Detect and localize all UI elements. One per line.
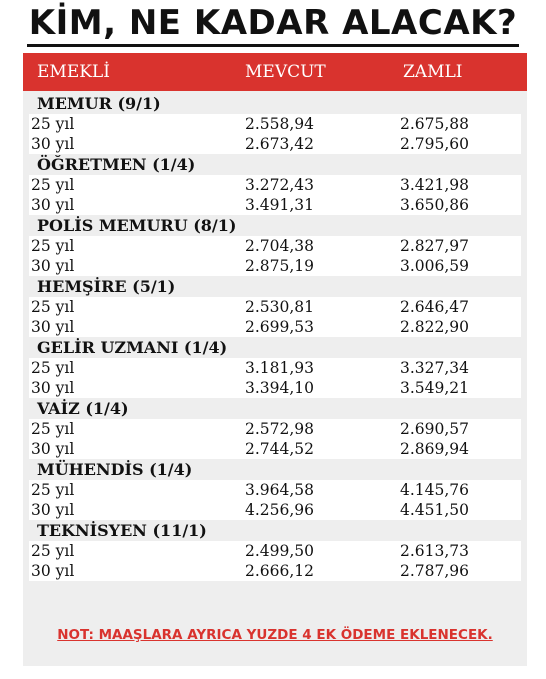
header-zamli: ZAMLI [403, 62, 463, 82]
zamli-cell: 2.795,60 [400, 135, 470, 153]
table-row [29, 541, 521, 561]
years-cell: 25 yıl [31, 176, 75, 194]
years-cell: 25 yıl [31, 115, 75, 133]
mevcut-cell: 2.666,12 [245, 562, 315, 580]
years-cell: 30 yıl [31, 257, 75, 275]
zamli-cell: 2.690,57 [400, 420, 470, 438]
years-cell: 30 yıl [31, 440, 75, 458]
group-label: VAİZ (1/4) [23, 398, 527, 419]
group-label: MEMUR (9/1) [23, 93, 527, 114]
header-mevcut: MEVCUT [245, 62, 326, 82]
group-label: TEKNİSYEN (11/1) [23, 520, 527, 541]
table-row [29, 236, 521, 256]
zamli-cell: 2.787,96 [400, 562, 470, 580]
years-cell: 25 yıl [31, 298, 75, 316]
salary-table [23, 53, 527, 666]
table-body [23, 93, 527, 581]
page-title: KİM, NE KADAR ALACAK? [27, 2, 519, 47]
years-cell: 25 yıl [31, 420, 75, 438]
table-header [23, 53, 527, 91]
table-row [29, 358, 521, 378]
mevcut-cell: 2.704,38 [245, 237, 315, 255]
footnote: NOT: MAAŞLARA AYRICA YUZDE 4 EK ÖDEME EKLENECEK. [57, 627, 493, 643]
table-row [29, 114, 521, 134]
years-cell: 30 yıl [31, 562, 75, 580]
zamli-cell: 3.549,21 [400, 379, 470, 397]
table-row [29, 175, 521, 195]
table-row [29, 297, 521, 317]
mevcut-cell: 2.572,98 [245, 420, 315, 438]
years-cell: 25 yıl [31, 542, 75, 560]
mevcut-cell: 3.181,93 [245, 359, 315, 377]
table-row [29, 256, 521, 276]
group-label: MÜHENDİS (1/4) [23, 459, 527, 480]
table-row [29, 439, 521, 459]
table-row [29, 317, 521, 337]
years-cell: 25 yıl [31, 481, 75, 499]
zamli-cell: 2.822,90 [400, 318, 470, 336]
zamli-cell: 2.827,97 [400, 237, 470, 255]
table-row [29, 561, 521, 581]
header-emekli: EMEKLİ [37, 62, 110, 82]
years-cell: 25 yıl [31, 237, 75, 255]
mevcut-cell: 2.673,42 [245, 135, 315, 153]
years-cell: 30 yıl [31, 318, 75, 336]
title-wrap [0, 0, 546, 48]
group-label: POLİS MEMURU (8/1) [23, 215, 527, 236]
mevcut-cell: 2.744,52 [245, 440, 315, 458]
table-row [29, 500, 521, 520]
zamli-cell: 2.646,47 [400, 298, 470, 316]
group-label: ÖĞRETMEN (1/4) [23, 154, 527, 175]
zamli-cell: 3.421,98 [400, 176, 470, 194]
years-cell: 30 yıl [31, 501, 75, 519]
years-cell: 30 yıl [31, 135, 75, 153]
mevcut-cell: 2.875,19 [245, 257, 315, 275]
zamli-cell: 2.613,73 [400, 542, 470, 560]
table-row [29, 419, 521, 439]
zamli-cell: 3.006,59 [400, 257, 470, 275]
mevcut-cell: 4.256,96 [245, 501, 315, 519]
zamli-cell: 2.675,88 [400, 115, 470, 133]
zamli-cell: 3.650,86 [400, 196, 470, 214]
zamli-cell: 4.145,76 [400, 481, 470, 499]
years-cell: 30 yıl [31, 379, 75, 397]
mevcut-cell: 2.499,50 [245, 542, 315, 560]
group-label: HEMŞİRE (5/1) [23, 276, 527, 297]
table-row [29, 480, 521, 500]
zamli-cell: 2.869,94 [400, 440, 470, 458]
group-label: GELİR UZMANI (1/4) [23, 337, 527, 358]
mevcut-cell: 3.272,43 [245, 176, 315, 194]
mevcut-cell: 2.530,81 [245, 298, 315, 316]
table-row [29, 195, 521, 215]
mevcut-cell: 2.558,94 [245, 115, 315, 133]
years-cell: 30 yıl [31, 196, 75, 214]
years-cell: 25 yıl [31, 359, 75, 377]
table-row [29, 378, 521, 398]
zamli-cell: 3.327,34 [400, 359, 470, 377]
zamli-cell: 4.451,50 [400, 501, 470, 519]
mevcut-cell: 3.491,31 [245, 196, 315, 214]
table-row [29, 134, 521, 154]
mevcut-cell: 3.964,58 [245, 481, 315, 499]
mevcut-cell: 2.699,53 [245, 318, 315, 336]
mevcut-cell: 3.394,10 [245, 379, 315, 397]
